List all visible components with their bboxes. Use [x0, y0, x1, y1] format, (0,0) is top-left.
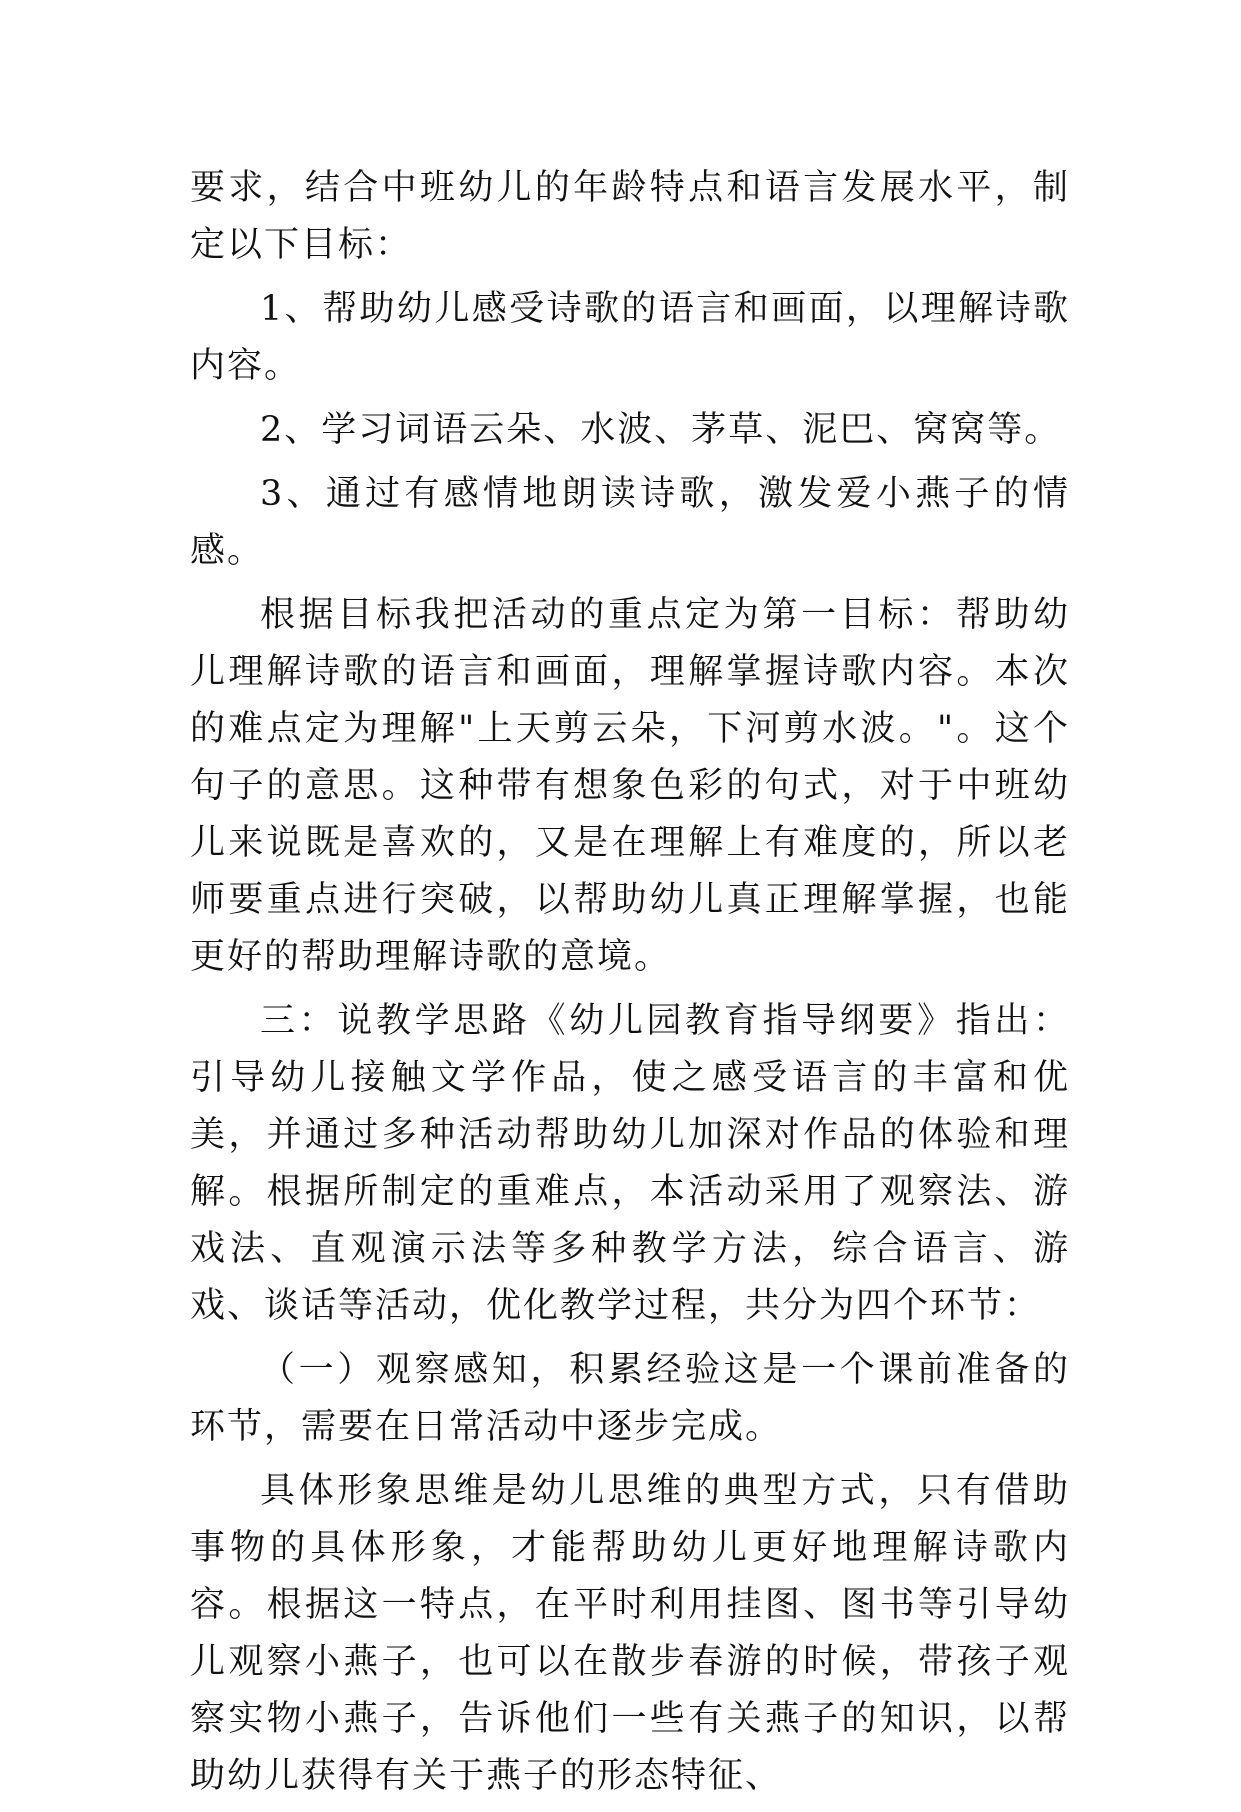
- paragraph-key-points: 根据目标我把活动的重点定为第一目标：帮助幼儿理解诗歌的语言和画面，理解掌握诗歌内容。本次的难点定为理解"上天剪云朵，下河剪水波。"。这个句子的意思。这种带有想象色彩的句式，对于中班幼儿来说既是喜欢的，又是在理解上有难度的，所以老师要重点进行突破，以帮助幼儿真正理解掌握，也能更好的帮助理解诗歌的意境。: [190, 595, 1070, 977]
- goal-item-3: 3、通过有感情地朗读诗歌，激发爱小燕子的情感。: [190, 474, 1070, 571]
- paragraph-concrete-thinking: 具体形象思维是幼儿思维的典型方式，只有借助事物的具体形象，才能帮助幼儿更好地理解诗歌内容。根据这一特点，在平时利用挂图、图书等引导幼儿观察小燕子，也可以在散步春游的时候，带孩子观察实物小燕子，告诉他们一些有关燕子的知识，以帮助幼儿获得有关于燕子的形态特征、: [190, 1471, 1070, 1796]
- goal-item-1: 1、帮助幼儿感受诗歌的语言和画面，以理解诗歌内容。: [190, 289, 1070, 386]
- paragraph-1: 要求，结合中班幼儿的年龄特点和语言发展水平，制定以下目标：: [190, 168, 1070, 265]
- paragraph-teaching-approach: 三：说教学思路《幼儿园教育指导纲要》指出：引导幼儿接触文学作品，使之感受语言的丰富和优美，并通过多种活动帮助幼儿加深对作品的体验和理解。根据所制定的重难点，本活动采用了观察法、游戏法、直观演示法等多种教学方法，综合语言、游戏、谈话等活动，优化教学过程，共分为四个环节：: [190, 1001, 1070, 1326]
- paragraph-section-one: （一）观察感知，积累经验这是一个课前准备的环节，需要在日常活动中逐步完成。: [190, 1350, 1070, 1447]
- goal-item-2: 2、学习词语云朵、水波、茅草、泥巴、窝窝等。: [260, 410, 1062, 450]
- document-body: [190, 160, 1070, 1812]
